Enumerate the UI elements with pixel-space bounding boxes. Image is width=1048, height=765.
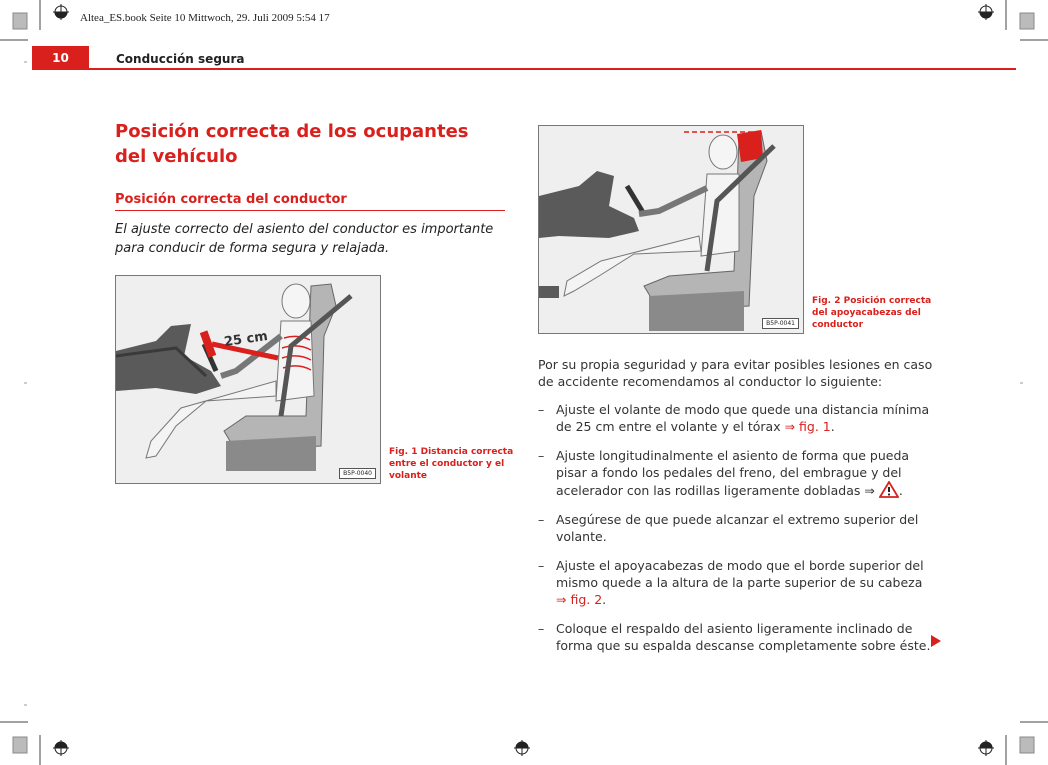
warning-triangle-icon[interactable] <box>879 481 899 498</box>
driver-arm <box>639 188 707 214</box>
registration-mark-bottom-left <box>53 740 69 756</box>
registration-mark-bottom-right <box>978 740 994 756</box>
figure-2 <box>538 125 804 334</box>
list-item: – Ajuste longitudinalmente el asiento de forma que pueda pisar a fondo los pedales del freno, del embrague y del acelerador con las rodillas ligeramente dobladas ⇒ . <box>538 448 910 498</box>
print-info-line: Altea_ES.book Seite 10 Mittwoch, 29. Juli 2009 5:54 17 <box>80 12 330 24</box>
headrest-position-illustration <box>539 126 803 333</box>
recommendation-paragraph: Por su propia seguridad y para evitar posibles lesiones en caso de accidente recomendamos al conductor lo siguiente: <box>538 357 933 389</box>
figure-2-caption: Fig. 2 Posición correcta del apoyacabezas del conductor <box>812 296 932 330</box>
list-dash: – <box>538 512 545 527</box>
list-item-text: Ajuste el volante de modo que quede una distancia mínima de 25 cm entre el volante y el tórax <box>556 402 930 434</box>
distance-label: 25 cm <box>223 329 269 350</box>
list-item: – Ajuste el apoyacabezas de modo que el borde superior del mismo quede a la altura de la parte superior de su cabeza ⇒ fig. 2. <box>538 558 924 607</box>
list-dash: – <box>538 558 545 573</box>
crop-mark-top-left <box>0 0 40 40</box>
crop-mark-bottom-right <box>1006 722 1048 765</box>
figure-1-link[interactable]: ⇒ fig. 1 <box>784 419 831 434</box>
dashboard-shape <box>539 171 639 238</box>
registration-mark-bottom-center <box>514 740 530 756</box>
steering-wheel <box>627 186 644 214</box>
list-item <box>538 620 933 654</box>
list-item-text: Ajuste el apoyacabezas de modo que el borde superior del mismo quede a la altura de la parte superior de su cabeza <box>556 558 924 590</box>
subsection-title: Posición correcta del conductor <box>115 192 505 211</box>
list-item-text: Coloque el respaldo del asiento ligeramente inclinado de forma que su espalda descanse completamente sobre éste. <box>556 621 931 653</box>
figure-2-link[interactable]: ⇒ fig. 2 <box>556 592 603 607</box>
crop-mark-bottom-left <box>0 722 40 765</box>
list-dash: – <box>538 621 545 636</box>
driver-head <box>709 135 737 169</box>
continue-arrow-icon[interactable] <box>931 635 941 647</box>
list-dash: – <box>538 402 545 417</box>
registration-mark-top-left <box>53 4 69 20</box>
figure-1-caption: Fig. 1 Distancia correcta entre el conductor y el volante <box>389 447 514 481</box>
driver-head <box>282 284 310 318</box>
intro-paragraph: El ajuste correcto del asiento del conductor es importante para conducir de forma segura y relajada. <box>115 222 494 256</box>
recommendation-list <box>538 401 933 666</box>
list-item-text: Asegúrese de que puede alcanzar el extremo superior del volante. <box>556 512 919 544</box>
figure-1 <box>115 275 381 484</box>
driver-distance-illustration <box>116 276 380 483</box>
page-number: 10 <box>32 46 89 70</box>
header-rule <box>32 68 1016 70</box>
list-item <box>538 511 933 545</box>
figure-1-code: B5P-0040 <box>339 468 376 479</box>
list-item: – Ajuste el volante de modo que quede una distancia mínima de 25 cm entre el volante y el tórax ⇒ fig. 1. <box>538 402 930 434</box>
figure-2-code: B5P-0041 <box>762 318 799 329</box>
section-title: Conducción segura <box>116 52 245 66</box>
list-dash: – <box>538 448 545 463</box>
crop-mark-top-right <box>1006 0 1048 40</box>
list-item-text: Ajuste longitudinalmente el asiento de forma que pueda pisar a fondo los pedales del freno, del embrague y del acelerador con las rodillas ligeramente dobladas ⇒ <box>556 448 910 498</box>
registration-mark-top-right <box>978 4 994 20</box>
page-title: Posición correcta de los ocupantes del vehículo <box>115 121 469 167</box>
